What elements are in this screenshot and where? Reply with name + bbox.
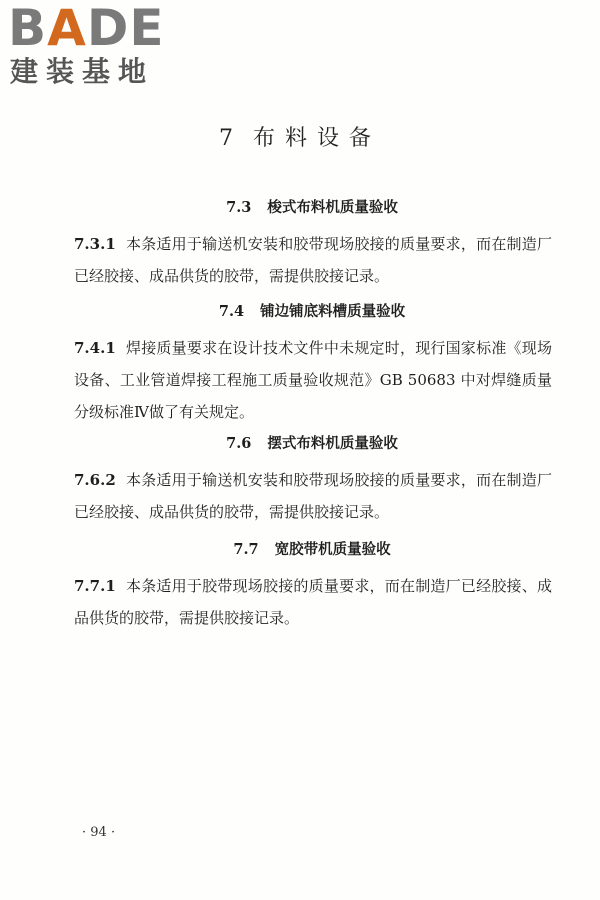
section-heading: 7.4 铺边铺底料槽质量验收	[218, 303, 406, 320]
logo-wordmark: BADE	[8, 0, 165, 57]
clause-text: 本条适用于胶带现场胶接的质量要求，而在制造厂已经胶接、成品供货的胶带，需提供胶接记录。	[74, 577, 552, 627]
clause-number: 7.7.1	[74, 577, 116, 595]
clause-number: 7.6.2	[74, 471, 116, 489]
clause-number: 7.4.1	[74, 339, 116, 357]
clause-text: 本条适用于输送机安装和胶带现场胶接的质量要求，而在制造厂已经胶接、成品供货的胶带，需提供胶接记录。	[74, 471, 552, 521]
logo-subtitle: 建装基地	[10, 55, 155, 88]
page-number: · 94 ·	[82, 825, 116, 840]
chapter-name: 布料设备	[252, 126, 381, 151]
section-7-6	[74, 434, 564, 528]
bade-logo	[8, 2, 176, 90]
section-7-3	[74, 198, 564, 292]
clause-paragraph	[74, 570, 552, 634]
clause-text: 焊接质量要求在设计技术文件中未规定时，现行国家标准《现场设备、工业管道焊接工程施工质量验收规范》GB 50683 中对焊缝质量分级标准Ⅳ做了有关规定。	[74, 339, 552, 421]
section-7-4	[74, 302, 564, 428]
section-7-7	[74, 540, 564, 634]
clause-number: 7.3.1	[74, 235, 116, 253]
clause-text: 本条适用于输送机安装和胶带现场胶接的质量要求，而在制造厂已经胶接、成品供货的胶带，需提供胶接记录。	[74, 235, 552, 285]
clause-paragraph	[74, 464, 552, 528]
section-heading: 7.7 宽胶带机质量验收	[233, 541, 391, 558]
section-heading: 7.6 摆式布料机质量验收	[226, 435, 398, 452]
chapter-title	[0, 124, 600, 154]
chapter-number: 7	[218, 126, 235, 151]
clause-paragraph	[74, 228, 552, 292]
clause-paragraph	[74, 332, 552, 428]
section-heading: 7.3 梭式布料机质量验收	[226, 199, 398, 216]
